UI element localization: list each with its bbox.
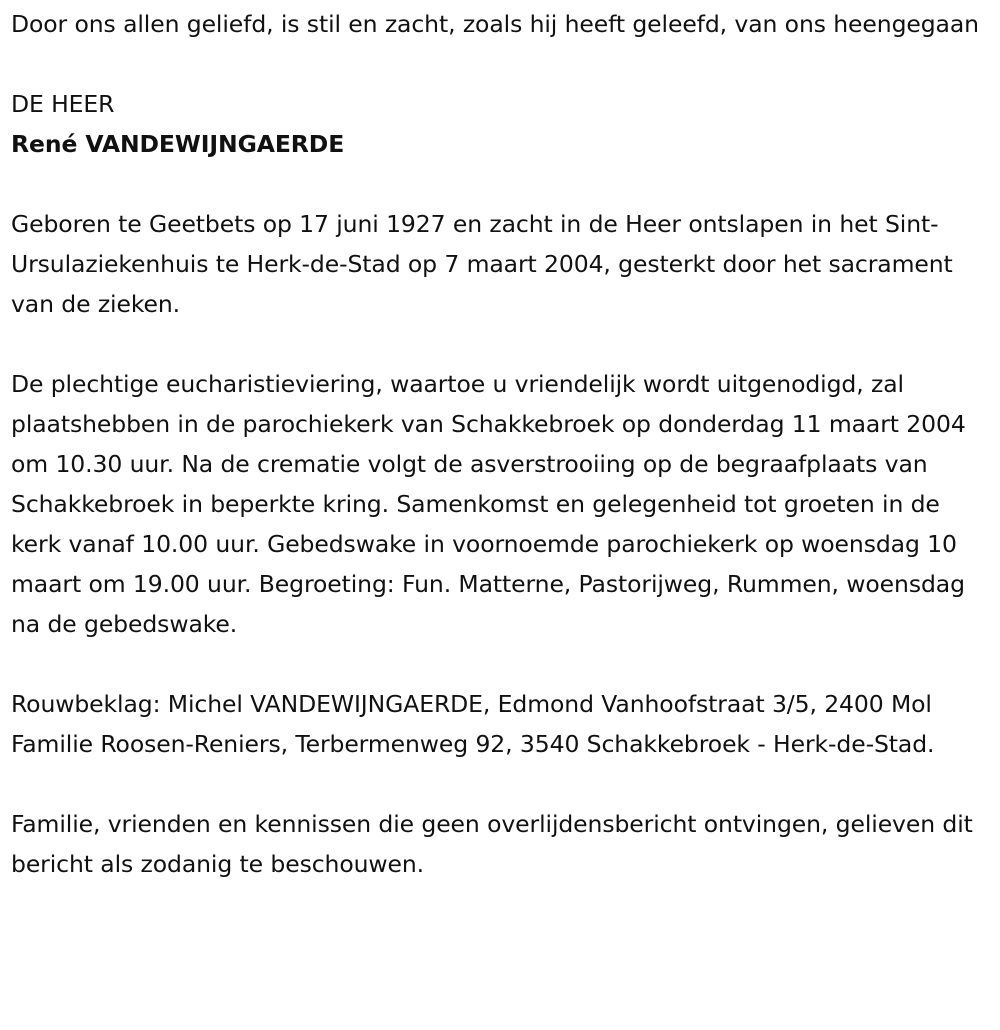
spacer: [11, 44, 992, 84]
closing-note: Familie, vrienden en kennissen die geen overlijdensbericht ontvingen, gelieven dit bericht als zodanig te beschouwen.: [11, 810, 973, 878]
spacer: [11, 644, 992, 684]
spacer: [11, 324, 992, 364]
intro-text: Door ons allen geliefd, is stil en zacht, zoals hij heeft geleefd, van ons heengegaan: [11, 10, 979, 38]
mourning-contacts: Rouwbeklag: Michel VANDEWIJNGAERDE, Edmond Vanhoofstraat 3/5, 2400 Mol Familie Roosen-Reniers, Terbermenweg 92, 3540 Schakkebroek - Herk-de-Stad.: [11, 690, 935, 758]
birth-death-paragraph: Geboren te Geetbets op 17 juni 1927 en zacht in de Heer ontslapen in het Sint-Ursulaziekenhuis te Herk-de-Stad op 7 maart 2004, gesterkt door het sacrament van de zieken.: [11, 210, 953, 318]
spacer: [11, 164, 992, 204]
ceremony-paragraph: De plechtige eucharistieviering, waartoe u vriendelijk wordt uitgenodigd, zal plaatshebben in de parochiekerk van Schakkebroek op donderdag 11 maart 2004 om 10.30 uur. Na de crematie volgt de asverstrooiing op de begraafplaats van Schakkebroek in beperkte kring. Samenkomst en gelegenheid tot groeten in de kerk vanaf 10.00 uur. Gebedswake in voornoemde parochiekerk op woensdag 10 maart om 19.00 uur. Begroeting: Fun. Matterne, Pastorijweg, Rummen, woensdag na de gebedswake.: [11, 370, 966, 638]
honorific-title: DE HEER: [11, 90, 115, 118]
spacer: [11, 764, 992, 804]
deceased-name: René VANDEWIJNGAERDE: [11, 130, 345, 158]
